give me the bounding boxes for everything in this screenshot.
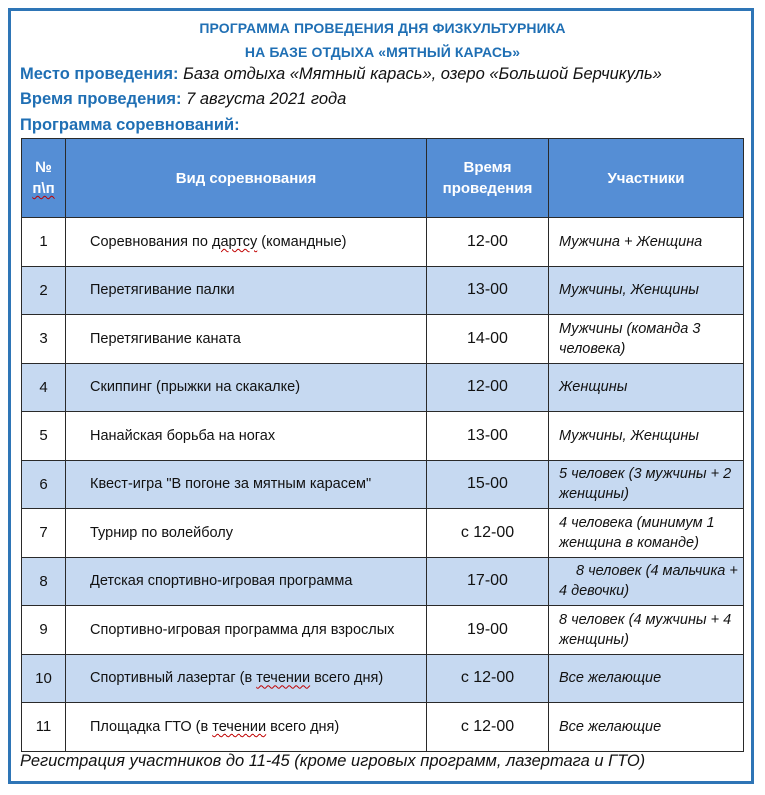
row-event: Спортивно-игровая программа для взрослых (66, 606, 427, 655)
row-participants: 5 человек (3 мужчины + 2 женщины) (549, 460, 744, 509)
row-number: 11 (22, 703, 66, 752)
document-title-line-2: НА БАЗЕ ОТДЫХА «МЯТНЫЙ КАРАСЬ» (244, 44, 521, 60)
table-row (22, 363, 744, 412)
row-time: с 12-00 (427, 509, 549, 558)
row-number: 7 (22, 509, 66, 558)
row-event: Детская спортивно-игровая программа (66, 557, 427, 606)
registration-note: Регистрация участников до 11-45 (кроме игровых программ, лазертага и ГТО) (20, 752, 646, 770)
table-row (22, 703, 744, 752)
row-time: 15-00 (427, 460, 549, 509)
header-time-line-1: Время (463, 159, 512, 176)
row-event: Нанайская борьба на ногах (66, 412, 427, 461)
row-time: 12-00 (427, 363, 549, 412)
table-row (22, 606, 744, 655)
date-value: 7 августа 2021 года (186, 90, 347, 108)
row-participants: Мужчина + Женщина (549, 218, 744, 267)
row-time: с 12-00 (427, 654, 549, 703)
table-header-row (22, 139, 744, 218)
row-event: Перетягивание палки (66, 266, 427, 315)
header-time (427, 139, 549, 218)
header-participants: Участники (549, 139, 744, 218)
venue-value: База отдыха «Мятный карась», озеро «Большой Берчикуль» (183, 65, 662, 83)
row-time: 13-00 (427, 412, 549, 461)
row-participants: 8 человек (4 мальчика + 4 девочки) (549, 557, 744, 606)
row-number: 5 (22, 412, 66, 461)
row-number: 8 (22, 557, 66, 606)
row-participants: 4 человека (минимум 1 женщина в команде) (549, 509, 744, 558)
table-row (22, 460, 744, 509)
row-participants: Мужчины (команда 3 человека) (549, 315, 744, 364)
table-row (22, 509, 744, 558)
row-participants: Все желающие (549, 654, 744, 703)
row-number: 4 (22, 363, 66, 412)
document-title-line-1: ПРОГРАММА ПРОВЕДЕНИЯ ДНЯ ФИЗКУЛЬТУРНИКА (199, 20, 566, 36)
row-number: 9 (22, 606, 66, 655)
row-number: 2 (22, 266, 66, 315)
table-row (22, 654, 744, 703)
row-number: 6 (22, 460, 66, 509)
table-row (22, 557, 744, 606)
header-number (22, 139, 66, 218)
venue-line (20, 65, 662, 84)
table-row (22, 412, 744, 461)
row-event: Спортивный лазертаг (в течении всего дня) (66, 654, 427, 703)
row-event: Площадка ГТО (в течении всего дня) (66, 703, 427, 752)
row-event: Квест-игра "В погоне за мятным карасем" (66, 460, 427, 509)
row-event: Перетягивание каната (66, 315, 427, 364)
program-table (21, 138, 744, 752)
header-event: Вид соревнования (66, 139, 427, 218)
row-time: 19-00 (427, 606, 549, 655)
row-participants: Женщины (549, 363, 744, 412)
row-time: 12-00 (427, 218, 549, 267)
table-row (22, 218, 744, 267)
date-label: Время проведения: (20, 90, 182, 108)
date-line (20, 90, 346, 109)
row-participants: Мужчины, Женщины (549, 412, 744, 461)
row-time: 13-00 (427, 266, 549, 315)
table-row (22, 315, 744, 364)
row-event: Турнир по волейболу (66, 509, 427, 558)
row-time: 14-00 (427, 315, 549, 364)
row-event: Соревнования по дартсу (командные) (66, 218, 427, 267)
venue-label: Место проведения: (20, 65, 179, 83)
row-number: 1 (22, 218, 66, 267)
row-participants: Все желающие (549, 703, 744, 752)
header-time-line-2: проведения (442, 180, 533, 197)
row-participants: Мужчины, Женщины (549, 266, 744, 315)
header-number-line-2: п\п (32, 180, 55, 197)
row-time: 17-00 (427, 557, 549, 606)
table-row (22, 266, 744, 315)
row-number: 10 (22, 654, 66, 703)
row-time: с 12-00 (427, 703, 549, 752)
row-event: Скиппинг (прыжки на скакалке) (66, 363, 427, 412)
row-participants: 8 человек (4 мужчины + 4 женщины) (549, 606, 744, 655)
header-number-line-1: № (35, 159, 52, 176)
program-heading: Программа соревнований: (20, 116, 240, 134)
row-number: 3 (22, 315, 66, 364)
